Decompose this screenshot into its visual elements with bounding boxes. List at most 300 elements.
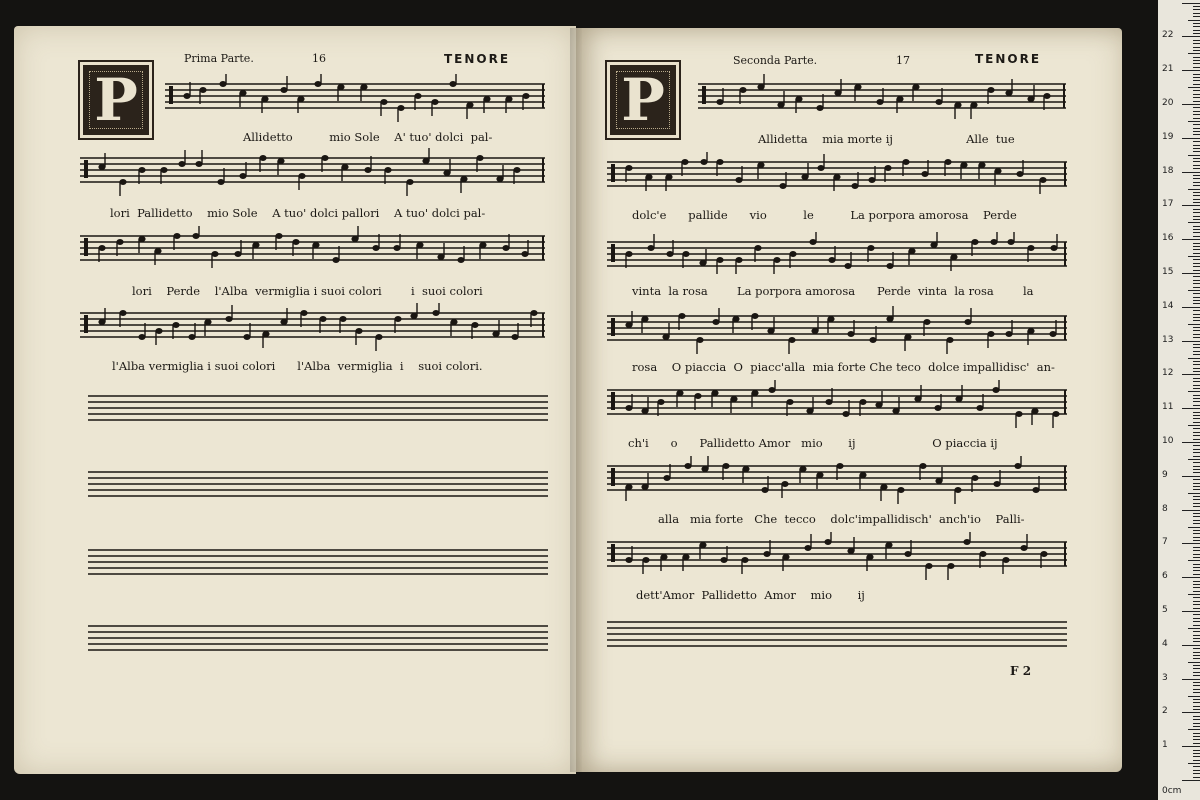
ruler-tick: [1193, 723, 1200, 724]
ruler-tick: [1182, 341, 1200, 342]
ruler-tick: [1193, 597, 1200, 598]
ruler-number: 8: [1162, 503, 1168, 514]
ruler-tick: [1193, 743, 1200, 744]
ruler-tick: [1188, 425, 1200, 426]
ruler-tick: [1193, 330, 1200, 331]
ruler-tick: [1193, 716, 1200, 717]
ruler-tick: [1193, 165, 1200, 166]
ruler-tick: [1193, 665, 1200, 666]
ruler-tick: [1193, 777, 1200, 778]
ruler-tick: [1193, 506, 1200, 507]
ruler-tick: [1193, 520, 1200, 521]
ruler-tick: [1193, 320, 1200, 321]
ruler-tick: [1193, 415, 1200, 416]
ruler-tick: [1188, 222, 1200, 223]
left-staff-2: [80, 148, 545, 198]
ruler-tick: [1193, 439, 1200, 440]
ruler-number: 6: [1162, 571, 1168, 582]
ruler-tick: [1193, 554, 1200, 555]
ruler-tick: [1193, 300, 1200, 301]
left-staff-1: [165, 74, 545, 124]
ruler-number: 18: [1162, 165, 1174, 176]
ruler-number: 10: [1162, 436, 1174, 446]
right-lyric-line-5: ch'i o Pallidetto Amor mio ij O piaccia ij: [628, 436, 998, 450]
ruler-number: 19: [1162, 131, 1174, 142]
clef-mark: [611, 544, 615, 562]
ruler-tick: [1188, 358, 1200, 359]
ruler-tick: [1193, 317, 1200, 318]
ruler-tick: [1188, 391, 1200, 392]
clef-mark: [611, 164, 615, 182]
right-voice-label: TENORE: [975, 52, 1042, 66]
right-empty-staff: [607, 612, 1067, 656]
ruler-tick: [1193, 564, 1200, 565]
ruler-tick: [1193, 547, 1200, 548]
ruler-tick: [1193, 337, 1200, 338]
ruler-tick: [1182, 442, 1200, 443]
right-staff-5: [607, 380, 1067, 430]
clef-mark: [169, 86, 173, 104]
ruler-tick: [1193, 145, 1200, 146]
ruler-tick: [1193, 428, 1200, 429]
right-staff-3: [607, 232, 1067, 282]
ruler-tick: [1182, 374, 1200, 375]
ruler-tick: [1193, 773, 1200, 774]
clef-mark: [611, 244, 615, 262]
ruler-tick: [1193, 209, 1200, 210]
ruler-tick: [1193, 658, 1200, 659]
ruler-number: 1: [1162, 740, 1168, 751]
ruler-number: 21: [1162, 64, 1174, 75]
clef-mark: [702, 86, 706, 104]
ruler-tick: [1193, 16, 1200, 17]
ruler-tick: [1193, 702, 1200, 703]
ruler-tick: [1193, 614, 1200, 615]
ruler-tick: [1188, 290, 1200, 291]
ruler-tick: [1193, 405, 1200, 406]
ruler-number: 9: [1162, 469, 1168, 480]
left-empty-staff-2: [88, 462, 548, 506]
right-staff-4: [607, 306, 1067, 356]
ruler-tick: [1193, 351, 1200, 352]
ruler-tick: [1182, 476, 1200, 477]
ruler-tick: [1193, 699, 1200, 700]
ruler-tick: [1193, 134, 1200, 135]
ruler-tick: [1188, 729, 1200, 730]
ruler-tick: [1188, 53, 1200, 54]
ruler-tick: [1188, 20, 1200, 21]
ruler-tick: [1193, 232, 1200, 233]
ruler-tick: [1193, 706, 1200, 707]
ruler-tick: [1193, 503, 1200, 504]
right-lyric-line-1: Allidetta mia morte ij Alle tue: [758, 132, 1015, 146]
ruler-tick: [1182, 172, 1200, 173]
ruler-tick: [1193, 67, 1200, 68]
ruler-tick: [1193, 314, 1200, 315]
ruler-tick: [1182, 408, 1200, 409]
ruler-tick: [1193, 631, 1200, 632]
ruler-tick: [1193, 398, 1200, 399]
ruler-tick: [1193, 131, 1200, 132]
ruler-tick: [1193, 641, 1200, 642]
right-initial-letter: P: [621, 66, 665, 134]
ruler-tick: [1193, 685, 1200, 686]
ruler-tick: [1193, 111, 1200, 112]
ruler-tick: [1193, 540, 1200, 541]
ruler-tick: [1193, 466, 1200, 467]
ruler-tick: [1182, 746, 1200, 747]
ruler-tick: [1193, 226, 1200, 227]
ruler-tick: [1193, 483, 1200, 484]
ruler-tick: [1193, 655, 1200, 656]
ruler-tick: [1193, 199, 1200, 200]
ruler-tick: [1193, 567, 1200, 568]
ruler-tick: [1193, 456, 1200, 457]
ruler-tick: [1188, 324, 1200, 325]
left-staff-3: [80, 226, 545, 276]
ruler-tick: [1188, 87, 1200, 88]
ruler-tick: [1193, 719, 1200, 720]
ruler-tick: [1193, 168, 1200, 169]
ruler-tick: [1193, 263, 1200, 264]
ruler-tick: [1193, 310, 1200, 311]
ruler-number: 20: [1162, 98, 1174, 108]
ruler-tick: [1193, 101, 1200, 102]
ruler-tick: [1193, 675, 1200, 676]
ruler-tick: [1193, 347, 1200, 348]
ruler-tick: [1182, 104, 1200, 105]
ruler-tick: [1193, 432, 1200, 433]
ruler-tick: [1193, 50, 1200, 51]
ruler-tick: [1193, 689, 1200, 690]
right-staff-2: [607, 152, 1067, 202]
ruler-tick: [1193, 216, 1200, 217]
right-staff-7: [607, 532, 1067, 582]
signature-mark: F 2: [1010, 664, 1032, 678]
ruler-tick: [1193, 60, 1200, 61]
ruler-tick: [1193, 107, 1200, 108]
ruler-tick: [1193, 499, 1200, 500]
ruler-tick: [1193, 516, 1200, 517]
ruler-tick: [1193, 486, 1200, 487]
left-decorated-initial: [80, 62, 152, 138]
ruler-tick: [1193, 570, 1200, 571]
ruler-tick: [1193, 77, 1200, 78]
ruler-tick: [1193, 668, 1200, 669]
ruler-tick: [1193, 178, 1200, 179]
ruler-tick: [1193, 422, 1200, 423]
ruler-tick: [1193, 584, 1200, 585]
ruler-tick: [1193, 733, 1200, 734]
ruler-tick: [1193, 327, 1200, 328]
ruler-tick: [1193, 158, 1200, 159]
ruler-tick: [1188, 121, 1200, 122]
ruler-tick: [1193, 479, 1200, 480]
ruler-tick: [1193, 550, 1200, 551]
ruler-tick: [1182, 239, 1200, 240]
ruler-tick: [1193, 385, 1200, 386]
ruler-number: 4: [1162, 638, 1168, 649]
ruler-tick: [1188, 189, 1200, 190]
ruler-tick: [1193, 57, 1200, 58]
ruler-tick: [1193, 530, 1200, 531]
ruler-tick: [1193, 692, 1200, 693]
left-voice-label: TENORE: [444, 52, 511, 66]
ruler-tick: [1193, 489, 1200, 490]
ruler-tick: [1182, 645, 1200, 646]
ruler-tick: [1193, 297, 1200, 298]
ruler-tick: [1193, 604, 1200, 605]
ruler-tick: [1182, 712, 1200, 713]
ruler-tick: [1193, 195, 1200, 196]
ruler-tick: [1193, 371, 1200, 372]
ruler-tick: [1193, 770, 1200, 771]
ruler-tick: [1193, 6, 1200, 7]
ruler-tick: [1193, 293, 1200, 294]
ruler-tick: [1193, 523, 1200, 524]
ruler-tick: [1193, 33, 1200, 34]
ruler-tick: [1193, 648, 1200, 649]
ruler-tick: [1193, 128, 1200, 129]
book-gutter: [570, 28, 582, 772]
ruler-tick: [1188, 527, 1200, 528]
ruler-tick: [1188, 763, 1200, 764]
ruler-tick: [1193, 80, 1200, 81]
ruler-tick: [1193, 280, 1200, 281]
ruler-tick: [1193, 652, 1200, 653]
ruler-tick: [1193, 84, 1200, 85]
ruler-tick: [1188, 459, 1200, 460]
ruler-tick: [1193, 672, 1200, 673]
ruler-number: 12: [1162, 368, 1174, 379]
clef-mark: [611, 468, 615, 486]
ruler-tick: [1193, 114, 1200, 115]
ruler-tick: [1193, 344, 1200, 345]
ruler-tick: [1193, 709, 1200, 710]
right-page-number: 17: [896, 54, 910, 67]
ruler-tick: [1193, 581, 1200, 582]
left-initial-letter: P: [94, 66, 138, 134]
ruler-tick: [1188, 696, 1200, 697]
ruler-tick: [1182, 510, 1200, 511]
right-decorated-initial: [607, 62, 679, 138]
ruler-number: 11: [1162, 402, 1174, 413]
ruler-number: 3: [1162, 672, 1168, 683]
ruler-tick: [1193, 124, 1200, 125]
ruler-tick: [1193, 253, 1200, 254]
ruler-tick: [1193, 118, 1200, 119]
ruler-tick: [1193, 161, 1200, 162]
measuring-ruler: [1158, 0, 1200, 800]
ruler-tick: [1193, 608, 1200, 609]
ruler-tick: [1193, 472, 1200, 473]
ruler-tick: [1193, 449, 1200, 450]
left-empty-staff-1: [88, 386, 548, 430]
ruler-tick: [1193, 756, 1200, 757]
ruler-tick: [1193, 557, 1200, 558]
left-part-heading: Prima Parte.: [184, 52, 254, 65]
ruler-tick: [1193, 726, 1200, 727]
ruler-tick: [1193, 574, 1200, 575]
ruler-tick: [1193, 601, 1200, 602]
ruler-tick: [1193, 587, 1200, 588]
ruler-tick: [1193, 236, 1200, 237]
ruler-tick: [1188, 493, 1200, 494]
ruler-tick: [1193, 270, 1200, 271]
ruler-tick: [1193, 9, 1200, 10]
ruler-tick: [1193, 276, 1200, 277]
ruler-tick: [1193, 469, 1200, 470]
ruler-tick: [1193, 151, 1200, 152]
ruler-tick: [1193, 47, 1200, 48]
ruler-tick: [1193, 368, 1200, 369]
right-lyric-line-2: dolc'e pallide vio le La porpora amorosa Perde: [632, 208, 1017, 222]
ruler-tick: [1193, 418, 1200, 419]
right-staff-1: [698, 74, 1066, 124]
ruler-tick: [1182, 679, 1200, 680]
ruler-tick: [1193, 43, 1200, 44]
ruler-number: 14: [1162, 300, 1174, 311]
ruler-tick: [1182, 577, 1200, 578]
ruler-tick: [1182, 70, 1200, 71]
ruler-tick: [1193, 591, 1200, 592]
ruler-number: 13: [1162, 334, 1174, 345]
ruler-tick: [1193, 750, 1200, 751]
ruler-tick: [1188, 628, 1200, 629]
ruler-tick: [1193, 283, 1200, 284]
clef-mark: [611, 318, 615, 336]
ruler-tick: [1193, 229, 1200, 230]
ruler-tick: [1193, 462, 1200, 463]
ruler-tick: [1193, 395, 1200, 396]
left-lyric-line-2: lori Pallidetto mio Sole A tuo' dolci pallori A tuo' dolci pal-: [110, 206, 486, 220]
ruler-tick: [1193, 287, 1200, 288]
right-staff-6: [607, 456, 1067, 506]
ruler-tick: [1182, 780, 1200, 781]
ruler-tick: [1182, 611, 1200, 612]
ruler-tick: [1193, 249, 1200, 250]
ruler-tick: [1182, 307, 1200, 308]
left-staff-4: [80, 303, 545, 353]
ruler-tick: [1193, 303, 1200, 304]
ruler-tick: [1193, 26, 1200, 27]
clef-mark: [84, 315, 88, 333]
ruler-tick: [1182, 138, 1200, 139]
ruler-tick: [1193, 90, 1200, 91]
ruler-tick: [1188, 594, 1200, 595]
ruler-tick: [1193, 182, 1200, 183]
right-lyric-line-3: vinta la rosa La porpora amorosa Perde vinta la rosa la: [632, 284, 1034, 298]
ruler-tick: [1193, 354, 1200, 355]
left-empty-staff-4: [88, 616, 548, 660]
ruler-tick: [1193, 513, 1200, 514]
ruler-tick: [1193, 533, 1200, 534]
ruler-number: 16: [1162, 233, 1174, 244]
ruler-number: 2: [1162, 706, 1168, 717]
clef-mark: [84, 160, 88, 178]
clef-mark: [611, 392, 615, 410]
ruler-tick: [1193, 266, 1200, 267]
ruler-number: 15: [1162, 267, 1174, 277]
ruler-tick: [1193, 243, 1200, 244]
ruler-tick: [1182, 205, 1200, 206]
ruler-tick: [1193, 739, 1200, 740]
ruler-tick: [1193, 496, 1200, 497]
ruler-tick: [1193, 364, 1200, 365]
ruler-tick: [1193, 192, 1200, 193]
ruler-number: 7: [1162, 537, 1168, 548]
ruler-tick: [1193, 13, 1200, 14]
ruler-tick: [1193, 618, 1200, 619]
left-lyric-line-1: Allidetto mio Sole A' tuo' dolci pal-: [243, 130, 493, 144]
ruler-number: 22: [1162, 30, 1174, 41]
ruler-tick: [1193, 148, 1200, 149]
ruler-tick: [1193, 97, 1200, 98]
ruler-tick: [1188, 662, 1200, 663]
ruler-tick: [1193, 219, 1200, 220]
ruler-tick: [1193, 246, 1200, 247]
ruler-tick: [1193, 621, 1200, 622]
ruler-number: 17: [1162, 199, 1174, 210]
ruler-unit-label: 0cm: [1162, 786, 1182, 796]
ruler-tick: [1193, 30, 1200, 31]
ruler-tick: [1193, 381, 1200, 382]
ruler-tick: [1182, 273, 1200, 274]
ruler-number: 5: [1162, 605, 1168, 615]
ruler-tick: [1193, 401, 1200, 402]
ruler-tick: [1193, 212, 1200, 213]
ruler-tick: [1188, 155, 1200, 156]
ruler-tick: [1193, 378, 1200, 379]
ruler-tick: [1193, 736, 1200, 737]
ruler-tick: [1193, 537, 1200, 538]
ruler-tick: [1193, 334, 1200, 335]
left-lyric-line-3: lori Perde l'Alba vermiglia i suoi colori i suoi colori: [132, 284, 483, 298]
ruler-tick: [1193, 412, 1200, 413]
ruler-tick: [1182, 543, 1200, 544]
ruler-tick: [1193, 452, 1200, 453]
left-lyric-line-4: l'Alba vermiglia i suoi colori l'Alba vermiglia i suoi colori.: [112, 359, 483, 373]
right-part-heading: Seconda Parte.: [733, 54, 818, 67]
ruler-tick: [1193, 682, 1200, 683]
right-lyric-line-4: rosa O piaccia O piacc'alla mia forte Che teco dolce impallidisc' an-: [632, 360, 1055, 374]
ruler-tick: [1193, 635, 1200, 636]
ruler-tick: [1193, 638, 1200, 639]
right-lyric-line-7: dett'Amor Pallidetto Amor mio ij: [636, 588, 865, 602]
ruler-tick: [1193, 40, 1200, 41]
left-page-number: 16: [312, 52, 326, 65]
ruler-tick: [1193, 625, 1200, 626]
ruler-tick: [1182, 3, 1200, 4]
ruler-tick: [1193, 141, 1200, 142]
ruler-tick: [1193, 435, 1200, 436]
ruler-tick: [1193, 185, 1200, 186]
ruler-tick: [1193, 753, 1200, 754]
ruler-tick: [1193, 361, 1200, 362]
ruler-tick: [1188, 560, 1200, 561]
ruler-tick: [1188, 256, 1200, 257]
ruler-tick: [1193, 259, 1200, 260]
ruler-tick: [1193, 63, 1200, 64]
ruler-tick: [1193, 388, 1200, 389]
left-empty-staff-3: [88, 540, 548, 584]
ruler-tick: [1193, 766, 1200, 767]
clef-mark: [84, 238, 88, 256]
ruler-tick: [1193, 445, 1200, 446]
right-lyric-line-6: alla mia forte Che tecco dolc'impallidisch' anch'io Palli-: [658, 512, 1025, 526]
ruler-tick: [1193, 202, 1200, 203]
ruler-tick: [1193, 760, 1200, 761]
